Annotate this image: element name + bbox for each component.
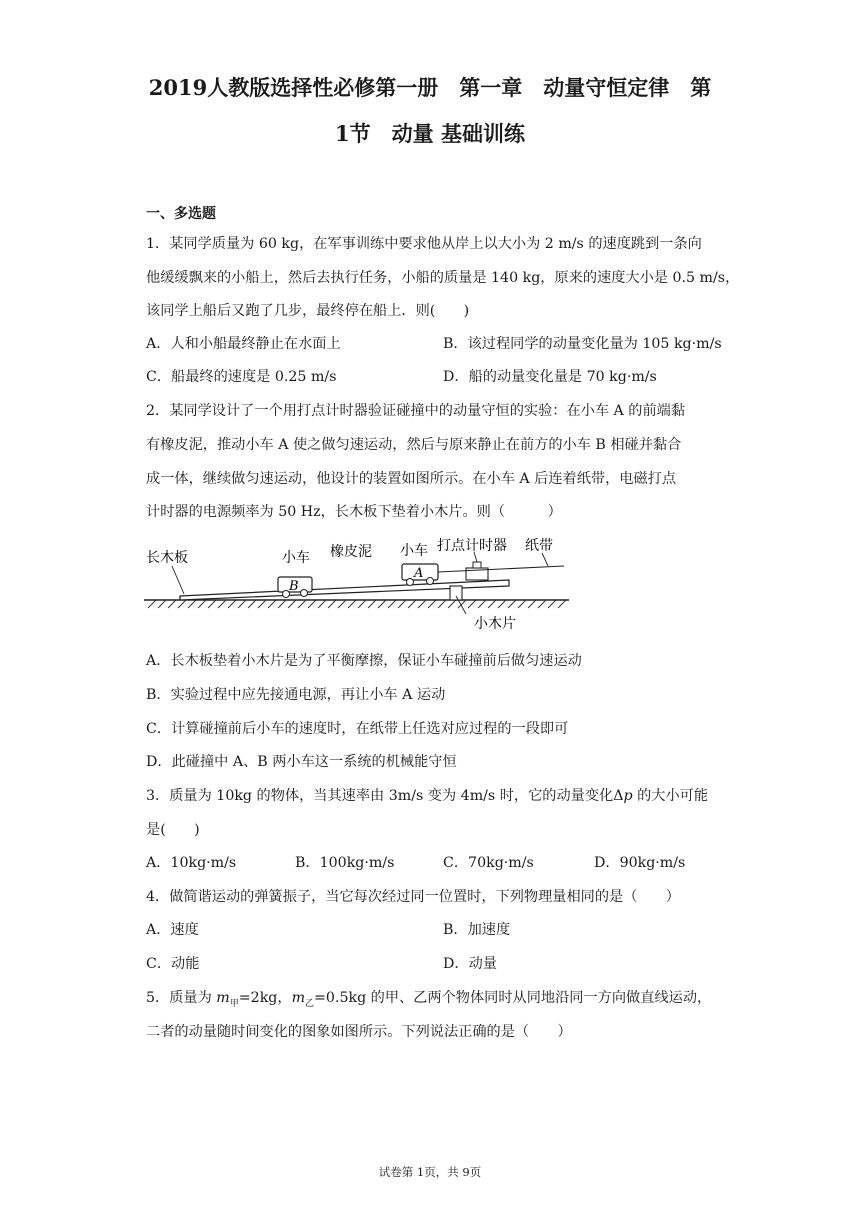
q5-stem-prefix: 5．质量为 <box>146 990 217 1006</box>
q5-mass-subscript-2: 乙 <box>305 998 315 1009</box>
q3-stem-text: 3．质量为 10kg 的物体，当其速率由 3m/s 变为 4m/s 时，它的动量变化Δ <box>146 788 624 804</box>
q1-option-a: A．人和小船最终静止在水面上 <box>146 336 341 352</box>
q1-option-b: B．该过程同学的动量变化量为 105 kg·m/s <box>443 336 722 352</box>
page-footer: 试卷第 1页，共 9页 <box>378 1165 482 1179</box>
q2-option-c: C．计算碰撞前后小车的速度时，在纸带上任选对应过程的一段即可 <box>146 721 569 737</box>
small-block <box>450 586 462 600</box>
cart-a-wheel <box>407 579 414 586</box>
label-clay: 橡皮泥 <box>330 544 372 560</box>
label-cart-2: 小车 <box>400 543 428 559</box>
q3-option-a: A．10kg·m/s <box>146 855 237 871</box>
collision-apparatus-figure <box>144 538 574 633</box>
label-long-board: 长木板 <box>146 550 188 566</box>
q4-stem: 4．做简谐运动的弹簧振子，当它每次经过同一位置时，下列物理量相同的是（ ） <box>146 889 680 905</box>
q3-option-d: D．90kg·m/s <box>594 855 686 871</box>
q3-stem-line1 <box>146 785 708 805</box>
q4-option-b: B．加速度 <box>443 922 511 938</box>
q3-option-b: B．100kg·m/s <box>295 855 395 871</box>
q2-stem-line3: 成一体，继续做匀速运动，他设计的装置如图所示。在小车 A 后连着纸带，电磁打点 <box>146 471 677 487</box>
q5-mass-symbol-1: m <box>216 990 230 1006</box>
q3-option-c: C．70kg·m/s <box>443 855 534 871</box>
q2-stem-line2: 有橡皮泥，推动小车 A 使之做匀速运动，然后与原来静止在前方的小车 B 相碰并黏合 <box>146 437 682 453</box>
label-small-block: 小木片 <box>474 616 516 632</box>
q1-stem-line2: 他缓缓飘来的小船上，然后去执行任务，小船的质量是 140 kg，原来的速度大小是 0.5 m/s， <box>146 270 740 286</box>
q5-mass-symbol-2: m <box>291 990 306 1006</box>
q2-option-b: B．实验过程中应先接通电源，再让小车 A 运动 <box>146 687 446 703</box>
q2-stem-line1: 2．某同学设计了一个用打点计时器验证碰撞中的动量守恒的实验：在小车 A 的前端黏 <box>146 403 686 419</box>
section-heading: 一、多选题 <box>146 206 216 222</box>
q5-stem-line2: 二者的动量随时间变化的图象如图所示。下列说法正确的是（ ） <box>146 1024 572 1040</box>
q2-stem-line4: 计时器的电源频率为 50 Hz，长木板下垫着小木片。则（ ） <box>146 504 562 520</box>
cart-b-wheel <box>301 590 308 597</box>
cart-a-letter: A <box>414 566 424 581</box>
q4-option-c: C．动能 <box>146 956 200 972</box>
label-paper-tape: 纸带 <box>525 538 553 554</box>
cart-a-wheel <box>427 578 434 585</box>
q1-option-c: C．船最终的速度是 0.25 m/s <box>146 369 337 385</box>
q1-option-d: D．船的动量变化量是 70 kg·m/s <box>443 369 657 385</box>
q2-option-d: D．此碰撞中 A、B 两小车这一系统的机械能守恒 <box>146 754 457 770</box>
q1-stem-line1: 1．某同学质量为 60 kg，在军事训练中要求他从岸上以大小为 2 m/s 的速度跳到一条向 <box>146 236 702 252</box>
ground-hatch <box>148 600 566 608</box>
q3-stem-suffix: 的大小可能 <box>632 788 709 804</box>
q3-variable-p: p <box>623 788 633 804</box>
label-dot-timer: 打点计时器 <box>437 538 507 554</box>
q5-stem-line1 <box>146 987 711 1009</box>
label-cart-1: 小车 <box>282 550 310 566</box>
q4-option-a: A．速度 <box>146 922 199 938</box>
dot-timer-head <box>473 562 481 568</box>
q5-mass-subscript-1: 甲 <box>229 998 239 1009</box>
q1-stem-line3: 该同学上船后又跑了几步，最终停在船上．则( ) <box>146 303 470 319</box>
page-title-line1: 2019人教版选择性必修第一册 第一章 动量守恒定律 第 <box>148 75 712 100</box>
paper-tape <box>438 566 564 572</box>
q4-option-d: D．动量 <box>443 956 497 972</box>
cart-b-letter: B <box>289 579 299 594</box>
q5-stem-rest: =0.5kg 的甲、乙两个物体同时从同地沿同一方向做直线运动， <box>314 990 712 1006</box>
q3-stem-line2: 是( ) <box>146 822 200 838</box>
page-title-line2: 1节 动量 基础训练 <box>335 121 525 146</box>
q5-mass-value-1: =2kg， <box>238 990 292 1006</box>
q2-option-a: A．长木板垫着小木片是为了平衡摩擦，保证小车碰撞前后做匀速运动 <box>146 653 582 669</box>
